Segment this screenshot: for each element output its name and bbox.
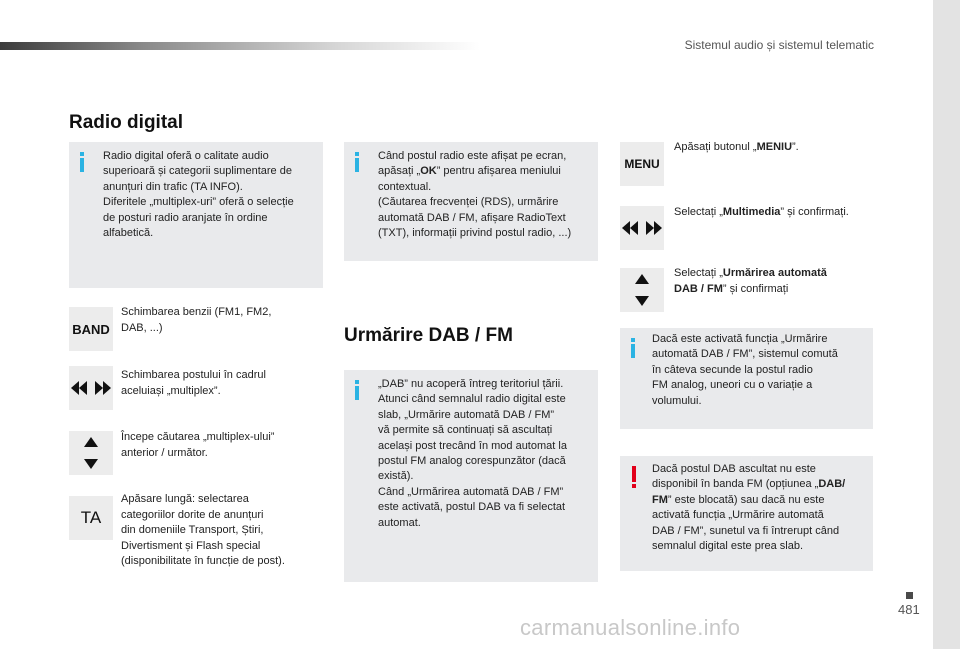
chapter-title: Sistemul audio și sistemul telematic [684, 38, 874, 52]
ta-icon: TA [69, 496, 113, 540]
step-2-text: Selectați „Multimedia” și confirmați. [674, 206, 849, 218]
info-text: Dacă este activată funcția „Urmărire automată DAB / FM”, sistemul comută în câteva secunde la postul radio FM analog, uneori cu o variație a volumului. [652, 333, 838, 407]
control-description: Schimbarea postului în cadrul aceluiași „multiplex”. [121, 369, 266, 397]
warning-icon [632, 466, 636, 488]
step-1-text: Apăsați butonul „MENIU”. [674, 141, 799, 153]
info-icon [354, 380, 360, 400]
prev-next-icon [69, 366, 113, 410]
info-box-auto-switch [620, 328, 873, 429]
info-text: Când postul radio este afișat pe ecran, apăsați „OK” pentru afișarea meniului contextual. (Căutarea frecvenței (RDS), urmărire automată DAB / FM, afișare RadioText (TXT), informații privind postul radio, ...) [378, 150, 572, 240]
band-icon: BAND [69, 307, 113, 351]
page-marker [906, 592, 913, 599]
info-text: Radio digital oferă o calitate audio superioară și categorii suplimentare de anunțuri din trafic (TA INFO). Diferitele „multiplex-uri” oferă o selecție de posturi radio aranjate în ordine alfabetică. [103, 150, 294, 240]
header-gradient-bar [0, 42, 480, 50]
warning-box-signal-loss [620, 456, 873, 571]
info-text: „DAB” nu acoperă întreg teritoriul țării. Atunci când semnalul radio digital este slab, „Urmărire automată DAB / FM” vă permite să continuați să ascultați același post trecând în mod automat la postul FM analog corespunzător (dacă există). Când „Urmărirea automată DAB / FM” este activată, postul DAB va fi selectat automat. [378, 378, 567, 529]
section-title-radio-digital: Radio digital [69, 112, 183, 133]
watermark: carmanualsonline.info [520, 615, 741, 640]
info-box-context-menu [344, 142, 598, 261]
up-down-icon [69, 431, 113, 475]
page-number: 481 [898, 602, 920, 617]
info-icon [354, 152, 360, 172]
control-description: Apăsare lungă: selectarea categoriilor dorite de anunțuri din domeniile Transport, Știri, Divertisment și Flash special (disponibilitate în funcție de post). [121, 493, 285, 567]
info-box-radio-digital [69, 142, 323, 288]
control-description: Schimbarea benzii (FM1, FM2, DAB, ...) [121, 306, 272, 334]
page-edge-strip [933, 0, 960, 649]
up-down-icon [620, 268, 664, 312]
info-box-dab-coverage [344, 370, 598, 582]
warning-text: Dacă postul DAB ascultat nu este disponibil în banda FM (opțiunea „DAB/ FM” este blocată) sau dacă nu este activată funcția „Urmărire automată DAB / FM”, sunetul va fi întrerupt când semnalul digital este prea slab. [652, 463, 846, 553]
info-icon [630, 338, 636, 358]
info-icon [79, 152, 85, 172]
menu-icon: MENU [620, 142, 664, 186]
control-description: Începe căutarea „multiplex-ului” anterior / următor. [121, 431, 275, 459]
section-title-dab-fm: Urmărire DAB / FM [344, 325, 513, 346]
step-3-text: Selectați „Urmărirea automată DAB / FM” și confirmați [674, 267, 827, 295]
prev-next-icon [620, 206, 664, 250]
